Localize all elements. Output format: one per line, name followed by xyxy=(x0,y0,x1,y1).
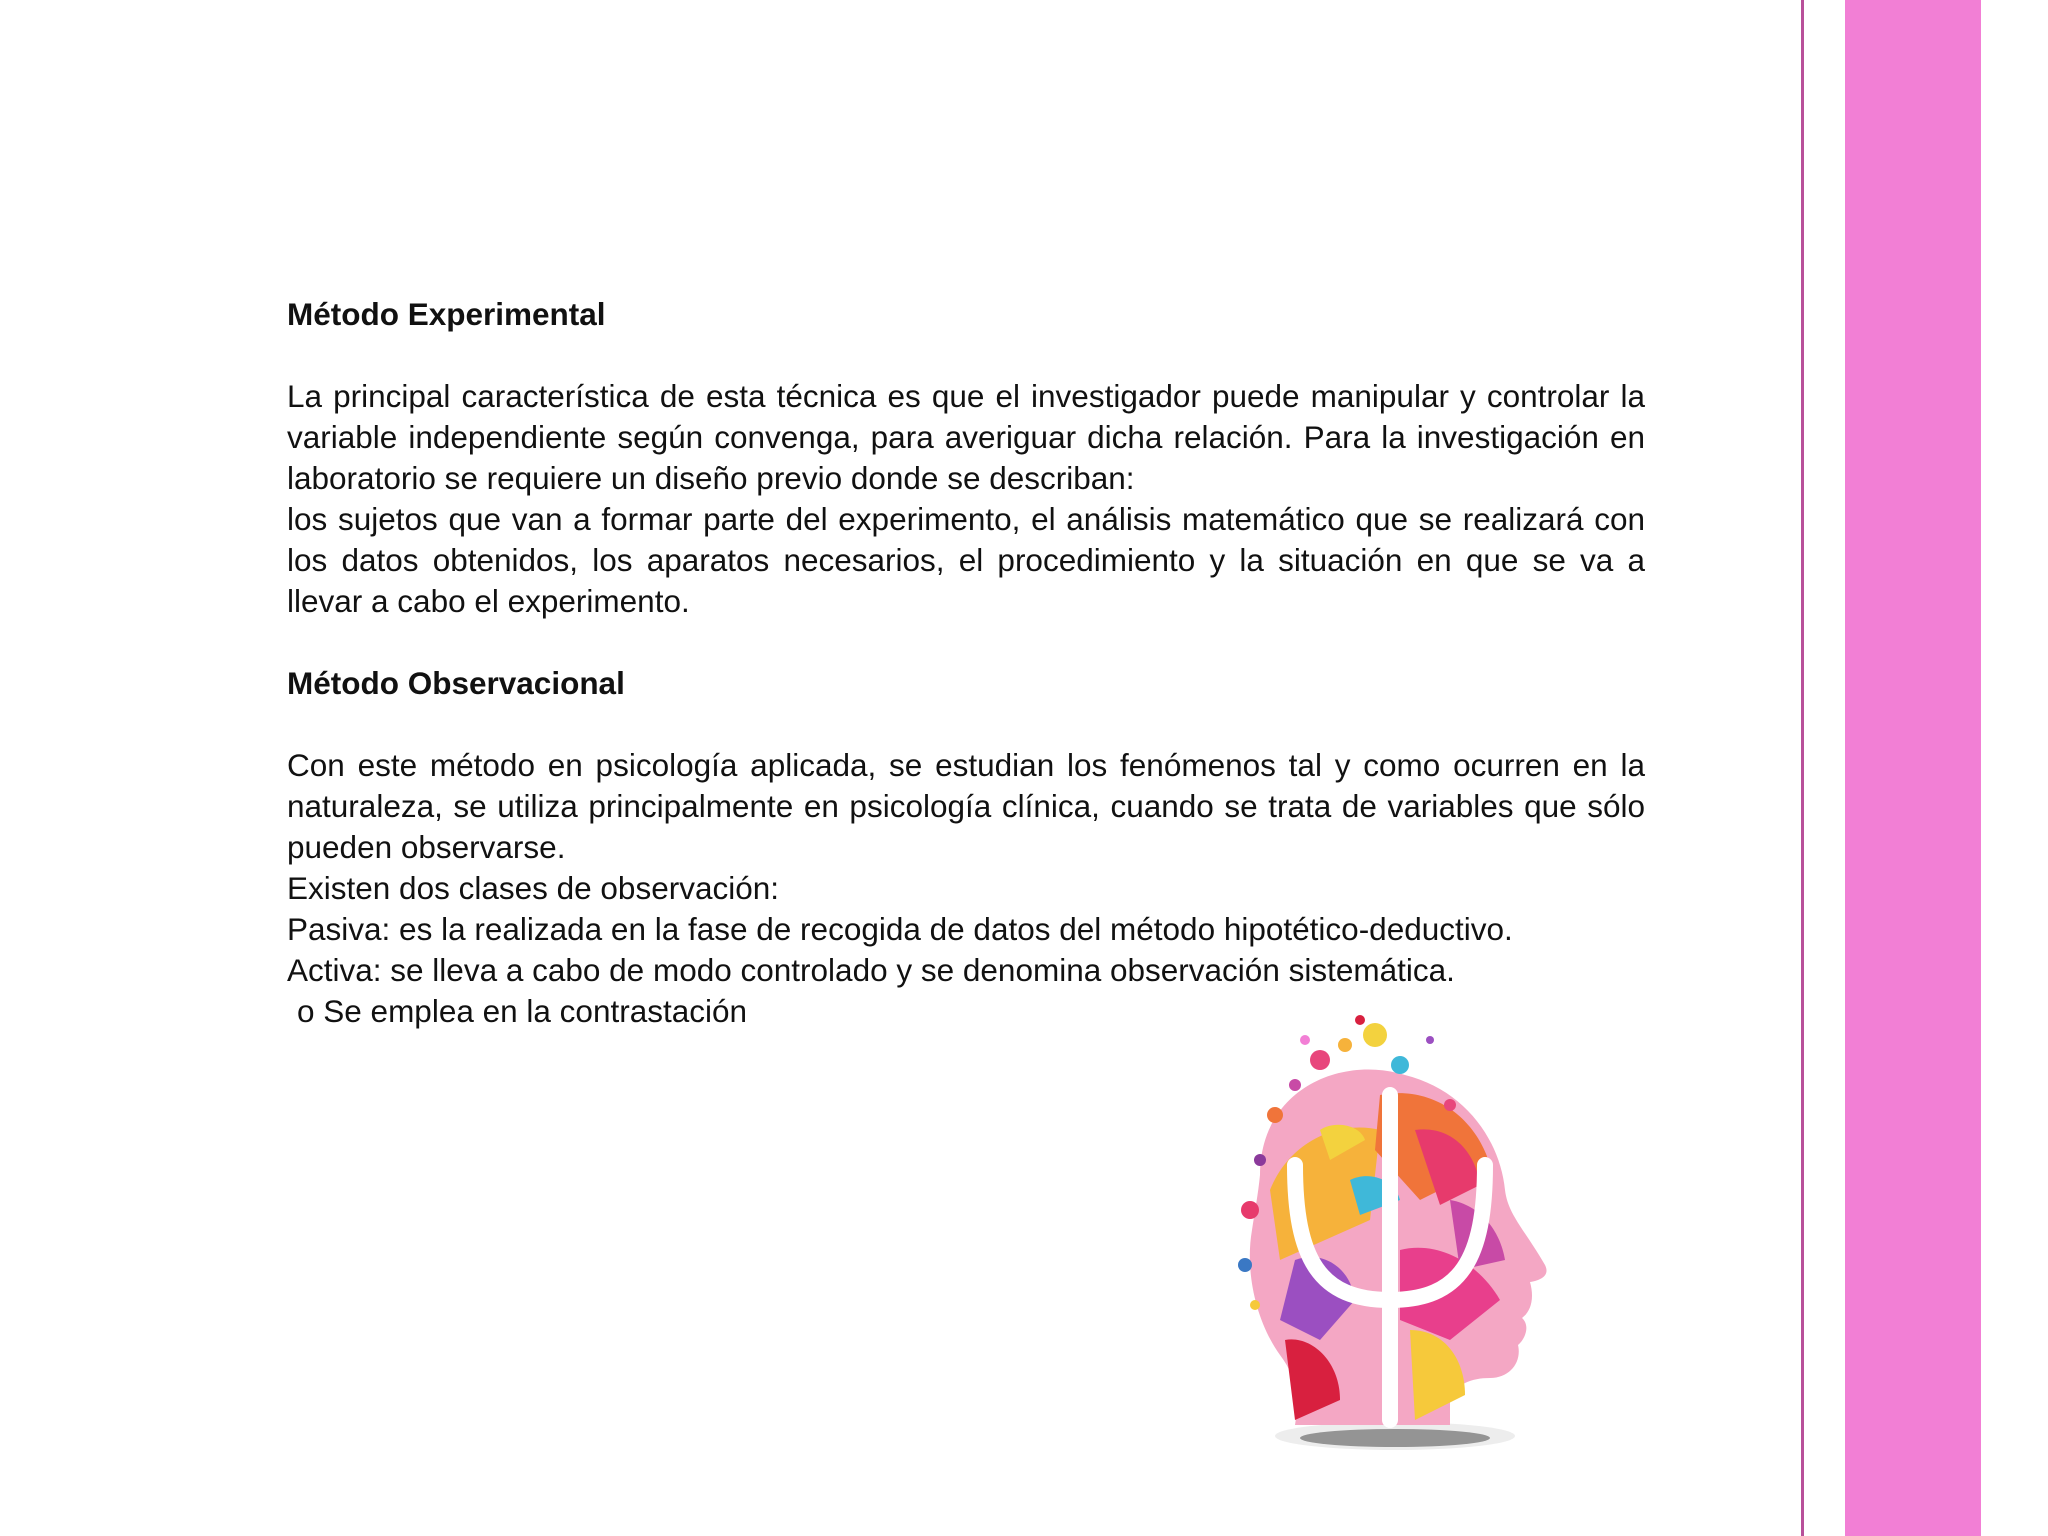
heading-metodo-experimental: Método Experimental xyxy=(287,296,606,332)
sublist-item-contrastacion: o Se emplea en la contrastación xyxy=(297,993,748,1029)
pink-side-band xyxy=(1845,0,1981,1536)
document-body xyxy=(287,294,1645,1032)
heading-metodo-observacional: Método Observacional xyxy=(287,665,625,701)
line-pasiva: Pasiva: es la realizada en la fase de recogida de datos del método hipotético-deductivo. xyxy=(287,911,1513,947)
vertical-divider xyxy=(1801,0,1804,1536)
psi-head-icon xyxy=(1200,1000,1600,1470)
line-clases-observacion: Existen dos clases de observación: xyxy=(287,870,780,906)
line-activa: Activa: se lleva a cabo de modo controlado y se denomina observación sistemática. xyxy=(287,952,1455,988)
paragraph-observacional-intro: Con este método en psicología aplicada, se estudian los fenómenos tal y como ocurren en la naturaleza, se utiliza principalmente en psicología clínica, cuando se trata de variables que sólo pueden observarse. xyxy=(287,747,1645,865)
paragraph-experimental-intro: La principal característica de esta técnica es que el investigador puede manipular y controlar la variable independiente según convenga, para averiguar dicha relación. Para la investigación en laboratorio se requiere un diseño previo donde se describan: xyxy=(287,378,1645,496)
paragraph-experimental-details: los sujetos que van a formar parte del experimento, el análisis matemático que se realizará con los datos obtenidos, los aparatos necesarios, el procedimiento y la situación en que se va a llevar a cabo el experimento. xyxy=(287,501,1645,619)
